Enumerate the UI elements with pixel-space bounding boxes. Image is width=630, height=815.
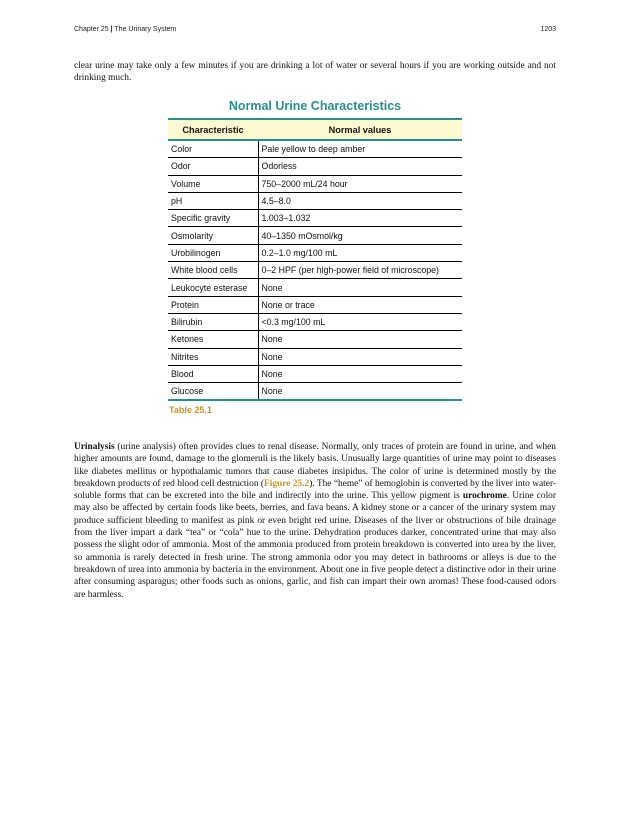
cell-characteristic: Specific gravity (168, 210, 258, 227)
cell-characteristic: pH (168, 192, 258, 209)
cell-characteristic: Urobilinogen (168, 244, 258, 261)
table-row (168, 210, 462, 227)
cell-normal-value: 1.003–1.032 (258, 210, 462, 227)
cell-normal-value: None (258, 383, 462, 401)
cell-characteristic: Bilirubin (168, 313, 258, 330)
urinalysis-paragraph (74, 441, 556, 601)
column-header-characteristic: Characteristic (168, 119, 258, 140)
table-row (168, 175, 462, 192)
page-number: 1203 (540, 26, 556, 33)
cell-normal-value: None (258, 331, 462, 348)
table-row (168, 331, 462, 348)
figure-link[interactable]: Figure 25.2 (264, 478, 310, 489)
table-body (168, 140, 462, 400)
cell-normal-value: None or trace (258, 296, 462, 313)
cell-characteristic: Leukocyte esterase (168, 279, 258, 296)
cell-characteristic: Protein (168, 296, 258, 313)
paragraph-text-2: ). The “heme” of hemoglobin is converted by the liver into water-soluble forms that can be excreted into the bile and indirectly into the urine. This yellow pigment is (74, 478, 556, 502)
cell-characteristic: White blood cells (168, 262, 258, 279)
table-caption: Table 25.1 (169, 405, 212, 415)
term-urochrome: urochrome (462, 491, 507, 502)
cell-normal-value: 0.2–1.0 mg/100 mL (258, 244, 462, 261)
header-chapter: Chapter 25 | The Urinary System (74, 26, 177, 33)
cell-normal-value: None (258, 348, 462, 365)
table-row (168, 296, 462, 313)
table-header-row (168, 119, 462, 140)
intro-paragraph: clear urine may take only a few minutes if you are drinking a lot of water or several hours if you are working outside and not drinking much. (74, 61, 556, 84)
table-row (168, 313, 462, 330)
cell-normal-value: None (258, 279, 462, 296)
table-row (168, 365, 462, 382)
cell-characteristic: Blood (168, 365, 258, 382)
cell-normal-value: 750–2000 mL/24 hour (258, 175, 462, 192)
term-urinalysis: Urinalysis (74, 442, 115, 452)
cell-normal-value: 4.5–8.0 (258, 192, 462, 209)
cell-characteristic: Ketones (168, 331, 258, 348)
table-row (168, 348, 462, 365)
cell-normal-value: None (258, 365, 462, 382)
table-row (168, 383, 462, 401)
table-row (168, 192, 462, 209)
paragraph-text-1: (urine analysis) often provides clues to renal disease. Normally, only traces of protein are found in urine, and when higher amounts are found, damage to the glomeruli is the likely basis. Unusually large quantities of urine may point to diseases like diabetes mellitus or hypothalamic tumors that cause diabetes insipidus. The color of urine is determined mostly by the breakdown products of red blood cell destruction ( (74, 442, 556, 489)
cell-normal-value: 40–1350 mOsmol/kg (258, 227, 462, 244)
running-header (74, 26, 556, 38)
cell-characteristic: Odor (168, 158, 258, 175)
cell-normal-value: 0–2 HPF (per high-power field of microscope) (258, 262, 462, 279)
cell-normal-value: Odorless (258, 158, 462, 175)
table-title: Normal Urine Characteristics (228, 99, 402, 113)
table-row (168, 227, 462, 244)
cell-normal-value: <0.3 mg/100 mL (258, 313, 462, 330)
cell-characteristic: Volume (168, 175, 258, 192)
cell-characteristic: Osmolarity (168, 227, 258, 244)
table-row (168, 158, 462, 175)
paragraph-text-3: . Urine color may also be affected by certain foods like beets, berries, and fava beans. A kidney stone or a cancer of the urinary system may produce sufficient bleeding to manifest as pink or even bright red urine. Diseases of the liver or obstructions of bile drainage from the liver impart a dark “tea” or “cola” hue to the urine. Dehydration produces darker, concentrated urine that may also possess the slight odor of ammonia. Most of the ammonia produced from protein breakdown is converted into urea by the liver, so ammonia is rarely detected in fresh urine. The strong ammonia odor you may detect in bathrooms or alleys is due to the breakdown of urea into ammonia by bacteria in the environment. About one in five people detect a distinctive odor in their urine after consuming asparagus; other foods such as onions, garlic, and fish can impart their own aromas! These food-caused odors are harmless. (74, 491, 556, 600)
column-header-normal-values: Normal values (258, 119, 462, 140)
cell-normal-value: Pale yellow to deep amber (258, 140, 462, 158)
table-row (168, 244, 462, 261)
cell-characteristic: Color (168, 140, 258, 158)
table-row (168, 140, 462, 158)
table-row (168, 279, 462, 296)
urine-characteristics-table (168, 118, 462, 401)
table-row (168, 262, 462, 279)
cell-characteristic: Glucose (168, 383, 258, 401)
cell-characteristic: Nitrites (168, 348, 258, 365)
